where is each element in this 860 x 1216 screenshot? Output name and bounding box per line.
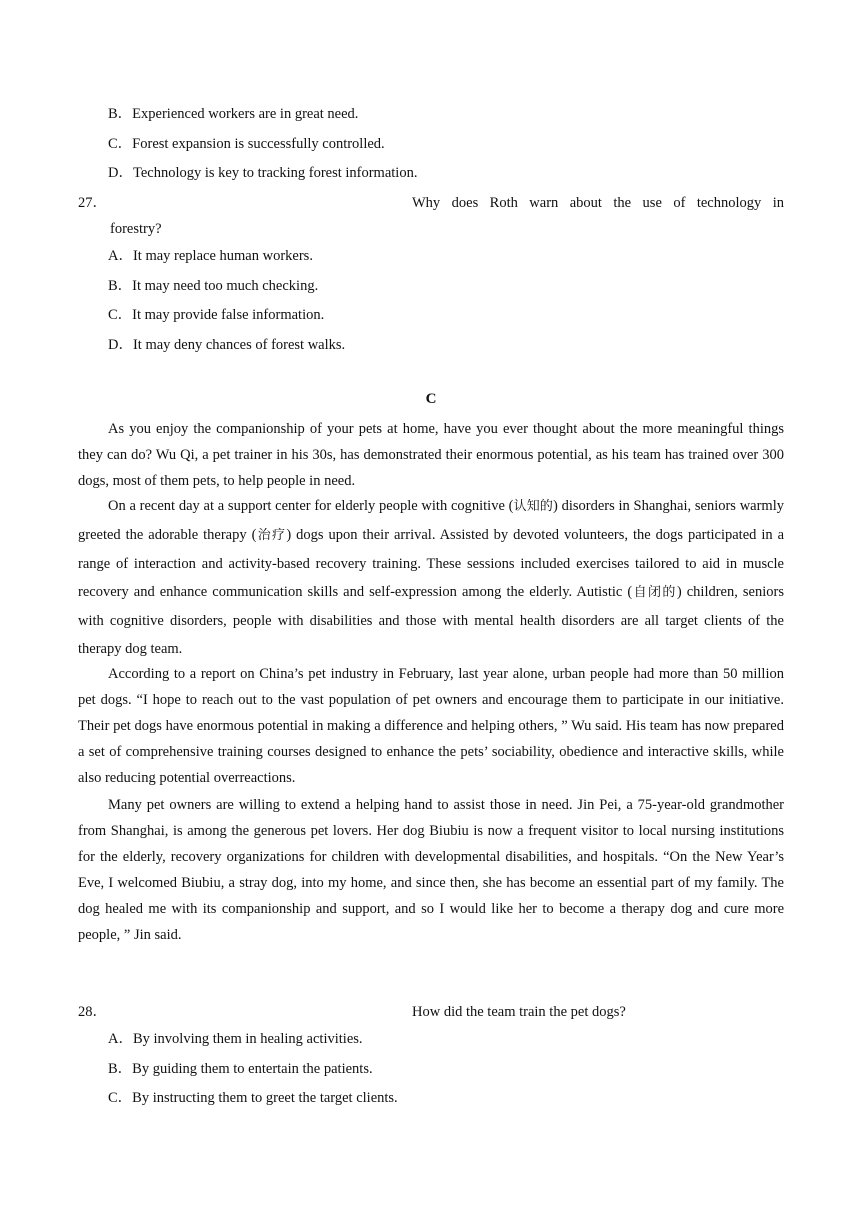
paragraph-2-text-d: ) children, seniors with cognitive disorders, people with disabilities and those with mental health disorders are all target clients of the therapy dog team. [78, 584, 784, 657]
q28-option-b: B．By guiding them to entertain the patients. [108, 1061, 373, 1077]
passage-paragraph-4: Many pet owners are willing to extend a helping hand to assist those in need. Jin Pei, a 75-year-old grandmother from Shanghai, is among the generous pet lovers. Her dog Biubiu is now a frequent visitor to local nursing institutions for the elderly, recovery organizations for children with developmental disabilities, and hospitals. “On the New Year’s Eve, I welcomed Biubiu, a stray dog, into my home, and since then, she has become an essential part of my family. The dog healed me with its companionship and support, and so I would like her to become a therapy dog and cure more people, ” Jin said. [78, 797, 784, 943]
q28-option-a: A．By involving them in healing activities. [108, 1031, 363, 1047]
q27-stem-line2: forestry? [110, 221, 162, 237]
paragraph-2-text-c: ) dogs upon their arrival. Assisted by devoted volunteers, the dogs participated in a range of interaction and activity-based recovery training. These sessions included exercises tailored to aid in muscle recovery and enhance communication skills and self-expression among the elderly. Autistic ( [78, 527, 784, 600]
q27-option-a: A．It may replace human workers. [108, 248, 313, 264]
passage-paragraph-1: As you enjoy the companionship of your pets at home, have you ever thought about the more meaningful things they can do? Wu Qi, a pet trainer in his 30s, has demonstrated their enormous potential, as his team has trained over 300 dogs, most of them pets, to help people in need. [78, 421, 784, 489]
paragraph-2-text-a: On a recent day at a support center for elderly people with cognitive ( [108, 498, 514, 514]
q28-number: 28． [78, 1004, 107, 1020]
q27-stem-line1: Why does Roth warn about the use of technology in [412, 195, 784, 211]
chinese-gloss-cognitive: 认知的 [513, 499, 553, 514]
q26-option-b: B．Experienced workers are in great need. [108, 106, 359, 122]
passage-paragraph-2 [78, 492, 784, 663]
q27-option-c: C．It may provide false information. [108, 307, 325, 323]
q27-option-d: D．It may deny chances of forest walks. [108, 337, 346, 353]
q28-stem: How did the team train the pet dogs? [412, 1004, 626, 1020]
q28-option-c: C．By instructing them to greet the target clients. [108, 1090, 398, 1106]
paragraph-2-text-b: ) disorders in Shanghai, seniors warmly greeted the adorable therapy ( [78, 498, 784, 543]
chinese-gloss-therapy: 治疗 [256, 528, 287, 543]
q26-option-d: D．Technology is key to tracking forest information. [108, 165, 418, 181]
q27-number: 27． [78, 195, 107, 211]
q27-option-b: B．It may need too much checking. [108, 278, 319, 294]
q26-option-c: C．Forest expansion is successfully controlled. [108, 136, 385, 152]
section-heading: C [425, 391, 437, 407]
passage-paragraph-3: According to a report on China’s pet industry in February, last year alone, urban people had more than 50 million pet dogs. “I hope to reach out to the vast population of pet owners and encourage them to participate in our initiative. Their pet dogs have enormous potential in making a difference and helping others, ” Wu said. His team has now prepared a set of comprehensive training courses designed to enhance the pets’ sociability, obedience and interactive skills, while also reducing potential overreactions. [78, 666, 784, 786]
chinese-gloss-autistic: 自闭的 [632, 585, 677, 600]
